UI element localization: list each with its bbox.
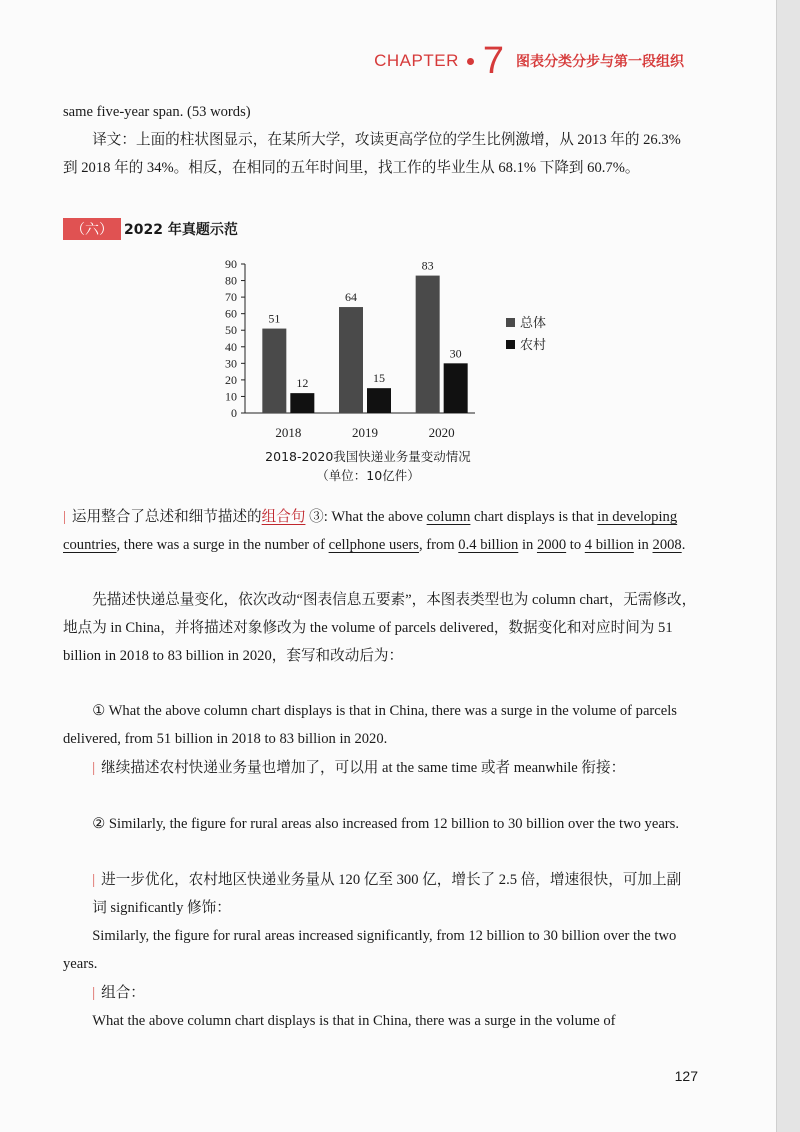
chart-subtitle: （单位：10亿件）	[316, 468, 420, 483]
bar-rural	[444, 363, 468, 413]
y-tick-label: 40	[225, 339, 237, 354]
paragraph-example-1: ① What the above column chart displays is that in China, there was a surge in the volume of parcels delivered, from 51 billion in 2018 to 83 billion in 2020.	[63, 703, 677, 747]
data-label: 12	[296, 376, 309, 391]
bar-rural	[290, 393, 314, 413]
y-tick-label: 50	[225, 323, 237, 338]
paragraph-combined-sentence	[63, 503, 697, 559]
paragraph-note-2	[63, 754, 694, 782]
chapter-header	[374, 42, 684, 80]
p1-text: , from	[418, 537, 459, 553]
translation-paragraph: 译文：上面的柱状图显示，在某所大学，攻读更高学位的学生比例激增，从 2013 年的 26.3% 到 2018 年的 34%。相反，在相同的五年时间里，找工作的毕业生从 68.1% 下降到 60.7%。	[63, 132, 681, 176]
x-tick-label: 2019	[352, 425, 378, 440]
bar-marker-icon: |	[63, 509, 66, 525]
section-tag: （六）	[63, 218, 121, 240]
p1-text: in	[633, 537, 653, 553]
y-tick-label: 0	[231, 406, 237, 420]
y-tick-label: 60	[225, 306, 237, 321]
chart-title: 2018-2020我国快递业务量变动情况	[265, 449, 471, 464]
bar-total	[416, 276, 440, 413]
y-tick-label: 80	[225, 273, 237, 288]
y-tick-label: 70	[225, 290, 237, 305]
y-tick-label: 10	[225, 389, 237, 404]
data-label: 30	[449, 346, 462, 361]
combine-label-text: 组合：	[101, 985, 145, 1001]
p1-underline: 0.4 billion	[458, 537, 519, 553]
note-2-text: 继续描述农村快递业务量也增加了，可以用 at the same time 或者 meanwhile 衔接：	[101, 760, 626, 776]
y-tick-label: 90	[225, 257, 237, 271]
paragraph-note-3	[63, 866, 694, 922]
p1-underline: 4 billion	[584, 537, 634, 553]
bar-marker-icon: |	[92, 872, 96, 888]
p1-underline: 2008	[652, 537, 682, 553]
p1-text: , there was a surge in the number of	[116, 537, 329, 553]
data-label: 15	[373, 371, 385, 386]
p1-text: to	[566, 537, 585, 553]
p1-highlight: 组合句	[261, 509, 306, 525]
x-tick-label: 2020	[428, 425, 455, 440]
bar-marker-icon: |	[92, 985, 96, 1001]
chapter-number: 7	[482, 40, 504, 82]
data-label: 51	[268, 311, 281, 326]
y-tick-label: 30	[225, 356, 237, 371]
paragraph-combine-label	[63, 979, 694, 1007]
y-tick-label: 20	[225, 372, 237, 387]
data-label: 64	[345, 290, 357, 305]
bar-total	[339, 307, 363, 413]
p1-underline: in developing countries	[63, 509, 678, 553]
chapter-title: 图表分类分步与第一段组织	[516, 54, 684, 70]
p1-underline: 2000	[536, 537, 567, 553]
page-number: 127	[674, 1068, 698, 1084]
paragraph-explanation: 先描述快递总量变化，依次改动“图表信息五要素”，本图表类型也为 column chart，无需修改，地点为 in China，并将描述对象修改为 the volume of parcels delivered，数据变化和对应时间为 51 billion in 2018 to 83 billion in 2020，套写和改动后为：	[63, 592, 697, 664]
section-heading	[63, 218, 238, 240]
bar-marker-icon: |	[92, 760, 96, 776]
bar-total	[262, 329, 286, 413]
p1-underline: column	[426, 509, 471, 525]
legend-swatch	[506, 318, 515, 327]
bar-rural	[367, 388, 391, 413]
p1-prefix: 运用整合了总述和细节描述的	[71, 509, 262, 525]
bullet-dot-icon	[467, 58, 474, 65]
p1-text: in	[518, 537, 537, 553]
page-edge	[776, 0, 800, 1132]
legend-label: 总体	[520, 316, 547, 331]
paragraph-combined: What the above column chart displays is that in China, there was a surge in the volume of	[92, 1013, 616, 1029]
chapter-label: CHAPTER	[374, 51, 459, 70]
p1-text: chart displays is that	[470, 509, 598, 525]
p1-text: .	[681, 537, 686, 553]
bar-chart	[200, 250, 570, 450]
note-3-text: 进一步优化，农村地区快递业务量从 120 亿至 300 亿，增长了 2.5 倍，增速很快，可加上副词 significantly 修饰：	[92, 872, 682, 916]
section-title: 2022 年真题示范	[124, 222, 238, 238]
legend-swatch	[506, 340, 515, 349]
p1-underline: cellphone users	[328, 537, 419, 553]
paragraph-example-3: Similarly, the figure for rural areas increased significantly, from 12 billion to 30 billion over the two years.	[63, 928, 677, 972]
p1-text: ③: What the above	[305, 509, 427, 525]
data-label: 83	[421, 258, 434, 273]
x-tick-label: 2018	[275, 425, 302, 440]
legend-label: 农村	[520, 338, 547, 353]
paragraph-example-2: ② Similarly, the figure for rural areas also increased from 12 billion to 30 billion over the two years.	[92, 816, 679, 832]
intro-line: same five-year span. (53 words)	[63, 104, 251, 120]
